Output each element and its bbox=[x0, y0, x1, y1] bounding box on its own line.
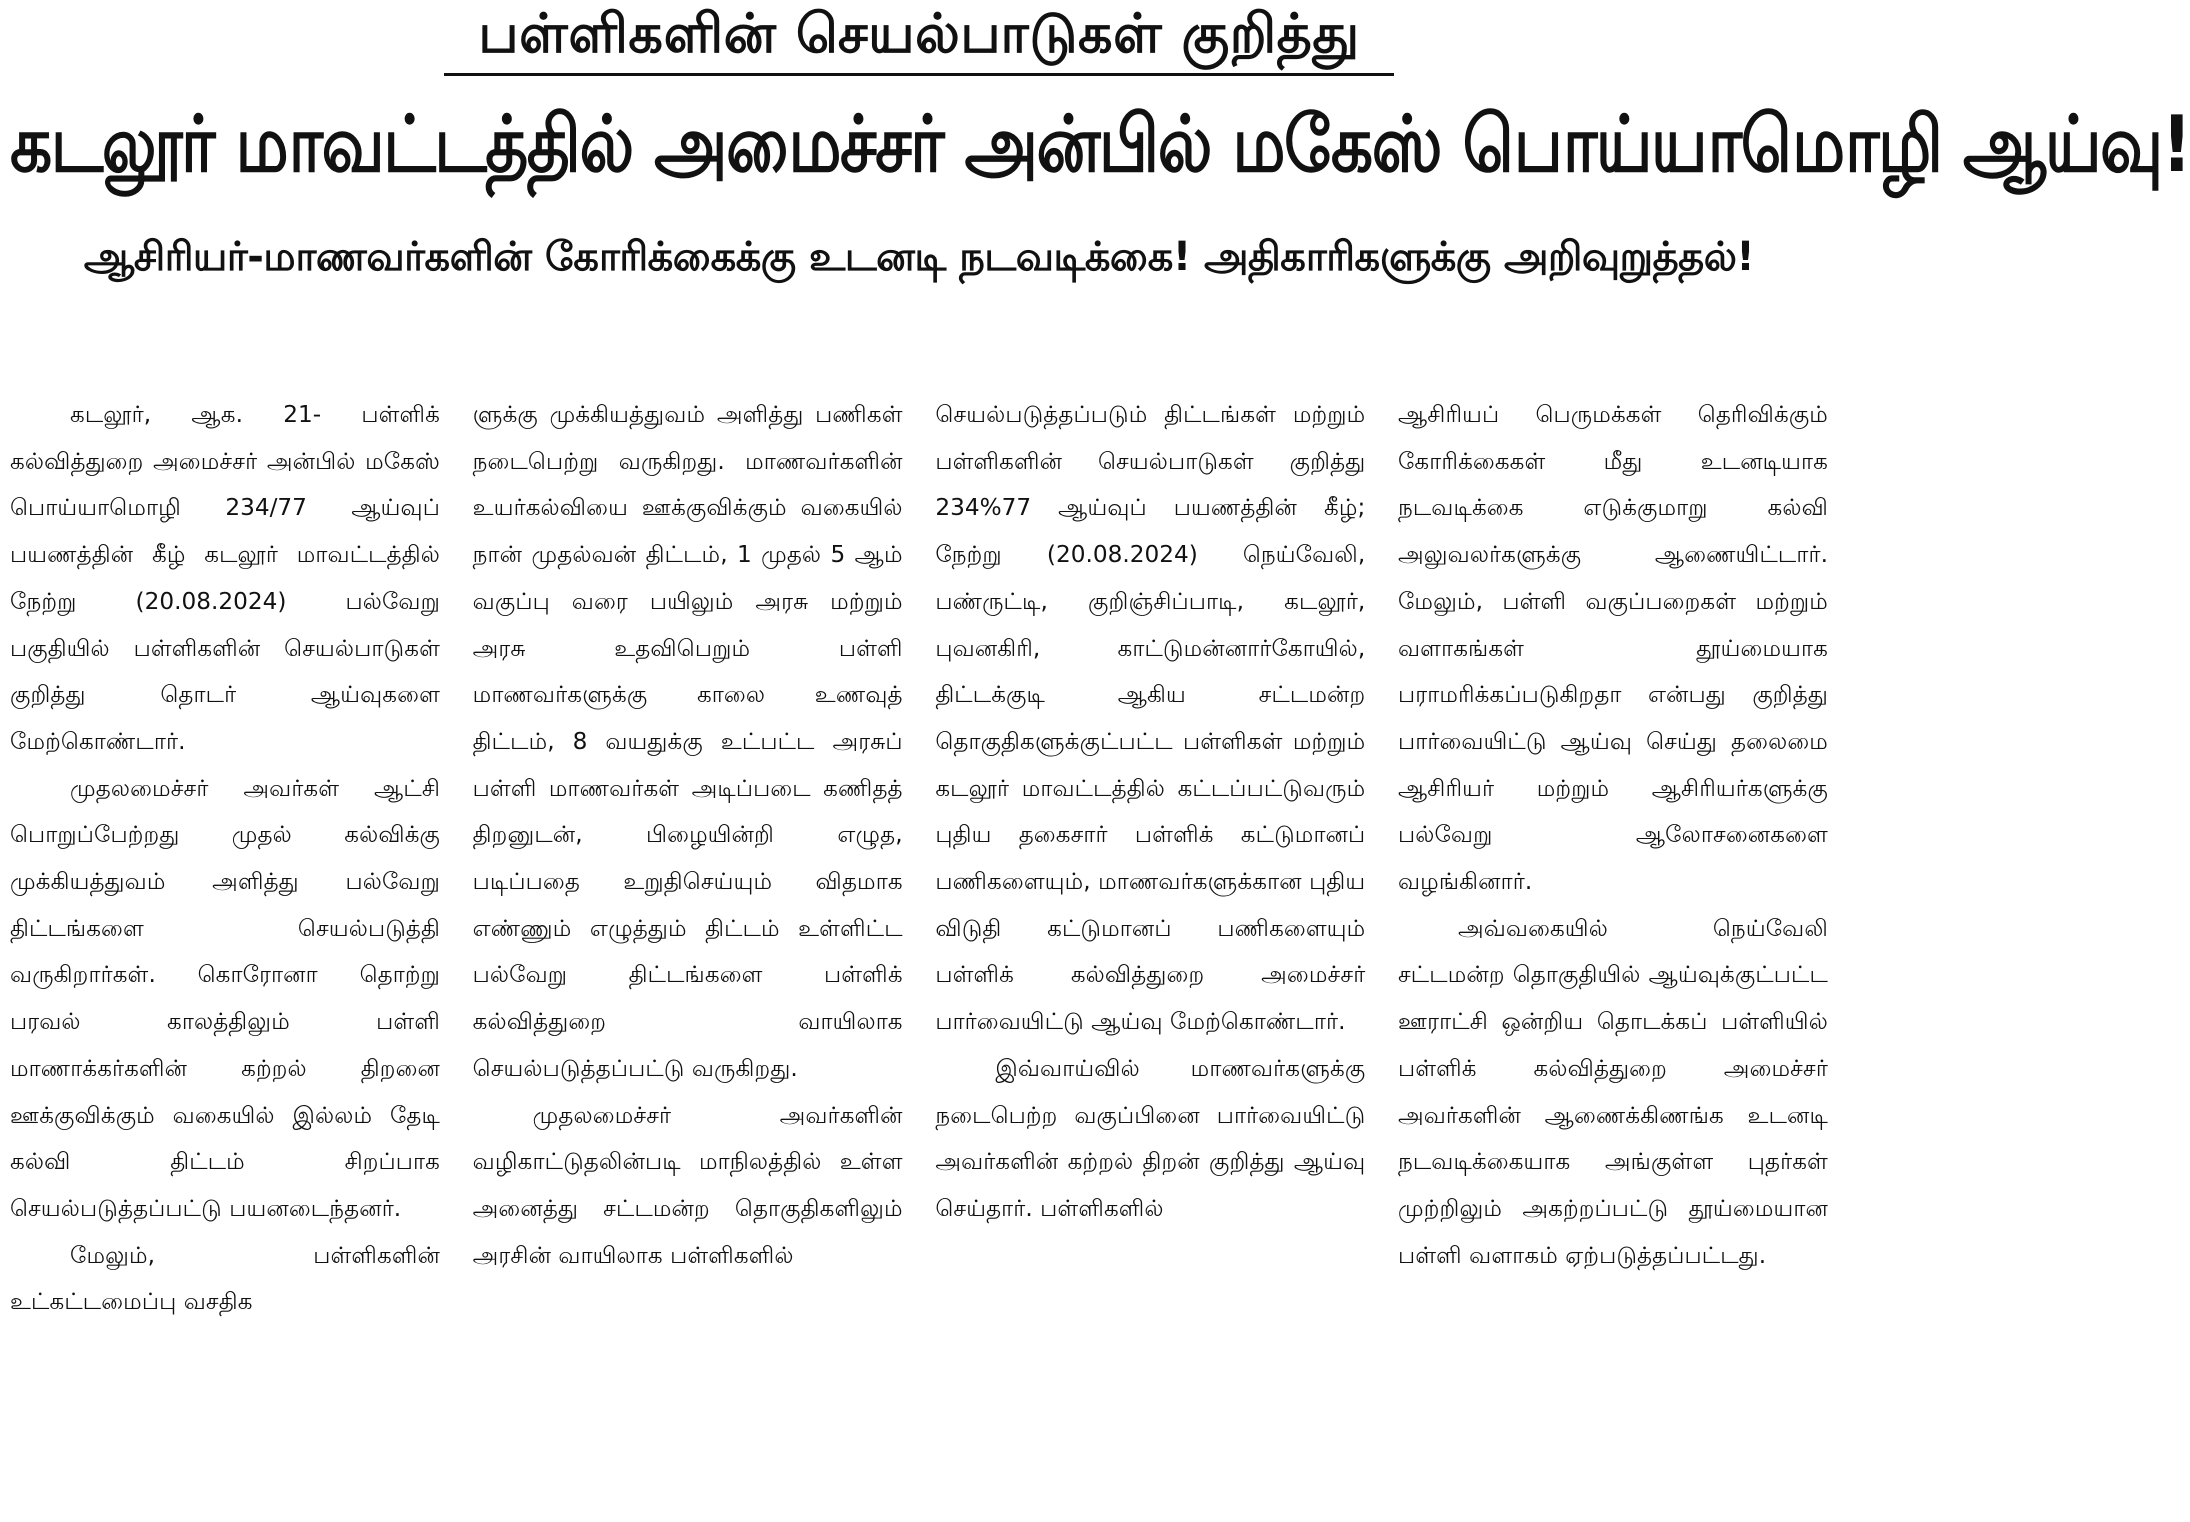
article-column-1 bbox=[10, 392, 440, 1516]
paragraph: கடலூர், ஆக. 21- பள்ளிக் கல்வித்துறை அமைச்சர் அன்பில் மகேஸ் பொய்யாமொழி 234/77 ஆய்வுப் பயணத்தின் கீழ் கடலூர் மாவட்டத்தில் நேற்று (20.08.2024) பல்வேறு பகுதியில் பள்ளிகளின் செயல்பாடுகள் குறித்து தொடர் ஆய்வுகளை மேற்கொண்டார். bbox=[10, 401, 440, 755]
kicker-wrap bbox=[10, 0, 1828, 76]
paragraph: முதலமைச்சர் அவர்கள் ஆட்சி பொறுப்பேற்றது முதல் கல்விக்கு முக்கியத்துவம் அளித்து பல்வேறு திட்டங்களை செயல்படுத்தி வருகிறார்கள். கொரோனா தொற்று பரவல் காலத்திலும் பள்ளி மாணாக்கர்களின் கற்றல் திறனை ஊக்குவிக்கும் வகையில் இல்லம் தேடி கல்வி திட்டம் சிறப்பாக செயல்படுத்தப்பட்டு பயனடைந்தனர். bbox=[10, 774, 440, 1222]
sub-headline: ஆசிரியர்-மாணவர்களின் கோரிக்கைக்கு உடனடி நடவடிக்கை! அதிகாரிகளுக்கு அறிவுறுத்தல்! bbox=[83, 233, 1755, 280]
article-body bbox=[10, 392, 1828, 1516]
paragraph: முதலமைச்சர் அவர்களின் வழிகாட்டுதலின்படி மாநிலத்தில் உள்ள அனைத்து சட்டமன்ற தொகுதிகளிலும் அரசின் வாயிலாக பள்ளிகளில் bbox=[472, 1101, 903, 1269]
paragraph: அவ்வகையில் நெய்வேலி சட்டமன்ற தொகுதியில் ஆய்வுக்குட்பட்ட ஊராட்சி ஒன்றிய தொடக்கப் பள்ளியில் பள்ளிக் கல்வித்துறை அமைச்சர் அவர்களின் ஆணைக்கிணங்க உடனடி நடவடிக்கையாக அங்குள்ள புதர்கள் முற்றிலும் அகற்றப்பட்டு தூய்மையான பள்ளி வளாகம் ஏற்படுத்தப்பட்டது. bbox=[1397, 914, 1828, 1269]
article-column-3 bbox=[935, 392, 1365, 1516]
kicker-headline: பள்ளிகளின் செயல்பாடுகள் குறித்து bbox=[444, 6, 1393, 76]
paragraph: செயல்படுத்தப்படும் திட்டங்கள் மற்றும் பள்ளிகளின் செயல்பாடுகள் குறித்து 234%77 ஆய்வுப் பயணத்தின் கீழ்; நேற்று (20.08.2024) நெய்வேலி, பண்ருட்டி, குறிஞ்சிப்பாடி, கடலூர், புவனகிரி, காட்டுமன்னார்கோயில், திட்டக்குடி ஆகிய சட்டமன்ற தொகுதிகளுக்குட்பட்ட பள்ளிகள் மற்றும் கடலூர் மாவட்டத்தில் கட்டப்பட்டுவரும் புதிய தகைசார் பள்ளிக் கட்டுமானப் பணிகளையும், மாணவர்களுக்கான புதிய விடுதி கட்டுமானப் பணிகளையும் பள்ளிக் கல்வித்துறை அமைச்சர் பார்வையிட்டு ஆய்வு மேற்கொண்டார். bbox=[935, 401, 1366, 1036]
main-headline: கடலூர் மாவட்டத்தில் அமைச்சர் அன்பில் மகேஸ் பொய்யாமொழி ஆய்வு! bbox=[10, 98, 2190, 190]
article-column-2 bbox=[473, 392, 903, 1516]
paragraph: ஆசிரியப் பெருமக்கள் தெரிவிக்கும் கோரிக்கைகள் மீது உடனடியாக நடவடிக்கை எடுக்குமாறு கல்வி அலுவலர்களுக்கு ஆணையிட்டார். மேலும், பள்ளி வகுப்பறைகள் மற்றும் வளாகங்கள் தூய்மையாக பராமரிக்கப்படுகிறதா என்பது குறித்து பார்வையிட்டு ஆய்வு செய்து தலைமை ஆசிரியர் மற்றும் ஆசிரியர்களுக்கு பல்வேறு ஆலோசனைகளை வழங்கினார். bbox=[1397, 401, 1828, 896]
article-column-4 bbox=[1398, 392, 1828, 1516]
paragraph: இவ்வாய்வில் மாணவர்களுக்கு நடைபெற்ற வகுப்பினை பார்வையிட்டு அவர்களின் கற்றல் திறன் குறித்து ஆய்வு செய்தார். பள்ளிகளில் bbox=[935, 1054, 1366, 1222]
paragraph: மேலும், பள்ளிகளின் உட்கட்டமைப்பு வசதிக bbox=[10, 1241, 440, 1316]
paragraph: ளுக்கு முக்கியத்துவம் அளித்து பணிகள் நடைபெற்று வருகிறது. மாணவர்களின் உயர்கல்வியை ஊக்குவிக்கும் வகையில் நான் முதல்வன் திட்டம், 1 முதல் 5 ஆம் வகுப்பு வரை பயிலும் அரசு மற்றும் அரசு உதவிபெறும் பள்ளி மாணவர்களுக்கு காலை உணவுத் திட்டம், 8 வயதுக்கு உட்பட்ட அரசுப் பள்ளி மாணவர்கள் அடிப்படை கணிதத் திறனுடன், பிழையின்றி எழுத, படிப்பதை உறுதிசெய்யும் விதமாக எண்ணும் எழுத்தும் திட்டம் உள்ளிட்ட பல்வேறு திட்டங்களை பள்ளிக் கல்வித்துறை வாயிலாக செயல்படுத்தப்பட்டு வருகிறது. bbox=[472, 401, 903, 1082]
